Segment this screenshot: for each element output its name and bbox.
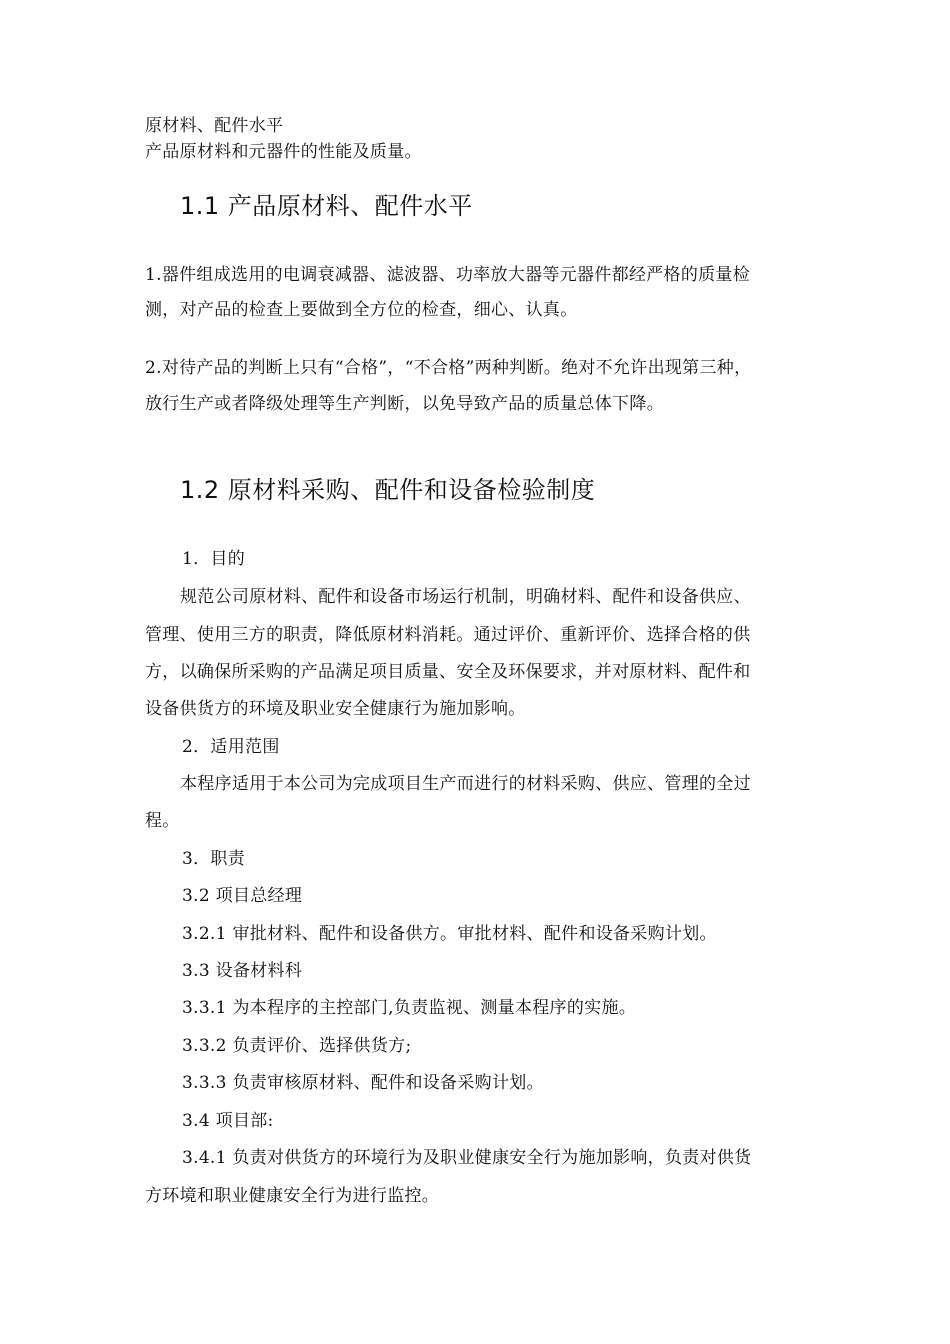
duties-item: 3.4 项目部:: [182, 1111, 274, 1131]
header-line-1: 原材料、配件水平: [145, 116, 284, 136]
duties-item: 3.3 设备材料科: [182, 961, 303, 981]
header-line-2: 产品原材料和元器件的性能及质量。: [145, 142, 422, 162]
purpose-title: 1．目的: [182, 549, 246, 569]
scope-title: 2．适用范围: [182, 737, 280, 757]
scope-line-2: 程。: [145, 811, 180, 831]
duties-item: 3.2.1 审批材料、配件和设备供方。审批材料、配件和设备采购计划。: [182, 924, 717, 944]
duties-item: 3.2 项目总经理: [182, 886, 303, 906]
duties-last-line: 方环境和职业健康安全行为进行监控。: [145, 1186, 440, 1206]
section-1-item-2-line-1: 2.对待产品的判断上只有“合格”，“不合格”两种判断。绝对不允许出现第三种，: [145, 358, 752, 378]
purpose-line-2: 管理、使用三方的职责，降低原材料消耗。通过评价、重新评价、选择合格的供: [145, 625, 751, 645]
duties-item: 3.3.1 为本程序的主控部门,负责监视、测量本程序的实施。: [182, 998, 637, 1018]
section-1-item-1-line-1: 1.器件组成选用的电调衰减器、滤波器、功率放大器等元器件都经严格的质量检: [145, 265, 751, 285]
duties-item: 3.3.3 负责审核原材料、配件和设备采购计划。: [182, 1073, 544, 1093]
purpose-line-1: 规范公司原材料、配件和设备市场运行机制，明确材料、配件和设备供应、: [180, 587, 751, 607]
duties-title: 3．职责: [182, 849, 246, 869]
section-2-heading: 1.2 原材料采购、配件和设备检验制度: [180, 476, 596, 504]
purpose-line-3: 方，以确保所采购的产品满足项目质量、安全及环保要求，并对原材料、配件和: [145, 662, 751, 682]
purpose-line-4: 设备供货方的环境及职业安全健康行为施加影响。: [145, 699, 526, 719]
section-1-heading: 1.1 产品原材料、配件水平: [180, 192, 473, 220]
duties-item: 3.3.2 负责评价、选择供货方;: [182, 1036, 412, 1056]
section-1-item-2-line-2: 放行生产或者降级处理等生产判断，以免导致产品的质量总体下降。: [145, 394, 664, 414]
section-1-item-1-line-2: 测，对产品的检查上要做到全方位的检查，细心、认真。: [145, 300, 578, 320]
duties-item: 3.4.1 负责对供货方的环境行为及职业健康安全行为施加影响，负责对供货: [182, 1148, 752, 1168]
scope-line-1: 本程序适用于本公司为完成项目生产而进行的材料采购、供应、管理的全过: [180, 774, 751, 794]
